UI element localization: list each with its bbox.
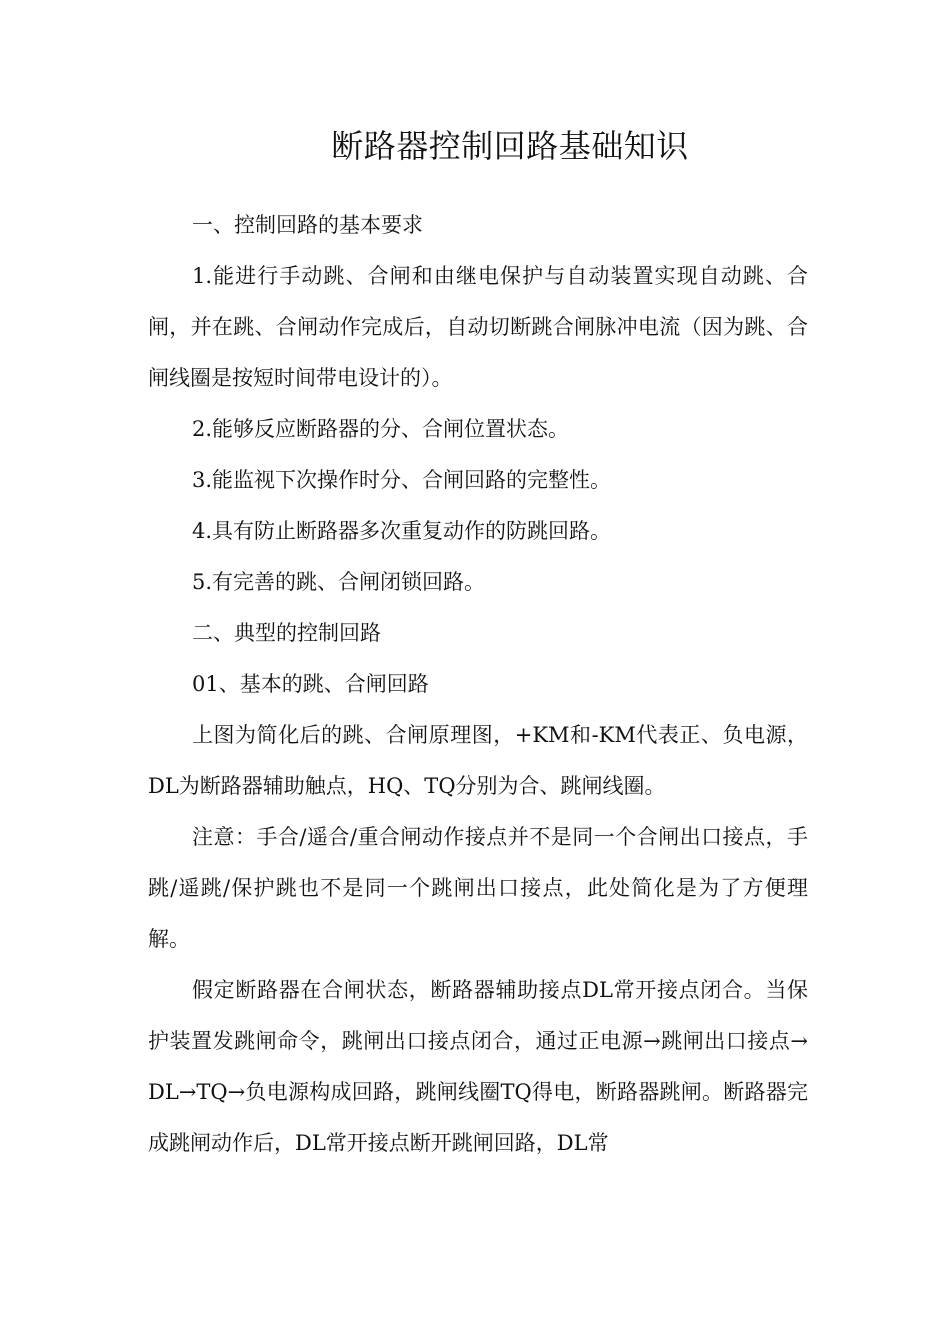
requirement-item-2: 2.能够反应断路器的分、合闸位置状态。	[192, 417, 570, 441]
requirement-item-5: 5.有完善的跳、合闸闭锁回路。	[192, 570, 486, 594]
document-title: 断路器控制回路基础知识	[331, 127, 689, 165]
document-body	[148, 200, 808, 1169]
body-paragraph: 上图为简化后的跳、合闸原理图，+KM和-KM代表正、负电源，DL为断路器辅助触点，HQ、TQ分别为合、跳闸线圈。	[148, 723, 808, 798]
section-heading-1: 一、控制回路的基本要求	[192, 213, 423, 237]
requirement-item-3: 3.能监视下次操作时分、合闸回路的完整性。	[192, 468, 612, 492]
requirement-item-1: 1.能进行手动跳、合闸和由继电保护与自动装置实现自动跳、合闸，并在跳、合闸动作完成后，自动切断跳合闸脉冲电流（因为跳、合闸线圈是按短时间带电设计的）。	[148, 264, 808, 390]
body-paragraph: 假定断路器在合闸状态，断路器辅助接点DL常开接点闭合。当保护装置发跳闸命令，跳闸出口接点闭合，通过正电源→跳闸出口接点→DL→TQ→负电源构成回路，跳闸线圈TQ得电，断路器跳闸。断路器完成跳闸动作后，DL常开接点断开跳闸回路，DL常	[148, 978, 808, 1155]
requirement-item-4: 4.具有防止断路器多次重复动作的防跳回路。	[192, 519, 612, 543]
section-heading-2: 二、典型的控制回路	[192, 621, 381, 645]
note-paragraph: 注意：手合/遥合/重合闸动作接点并不是同一个合闸出口接点，手跳/遥跳/保护跳也不是同一个跳闸出口接点，此处简化是为了方便理解。	[148, 825, 808, 951]
subsection-heading-01: 01、基本的跳、合闸回路	[192, 672, 429, 696]
